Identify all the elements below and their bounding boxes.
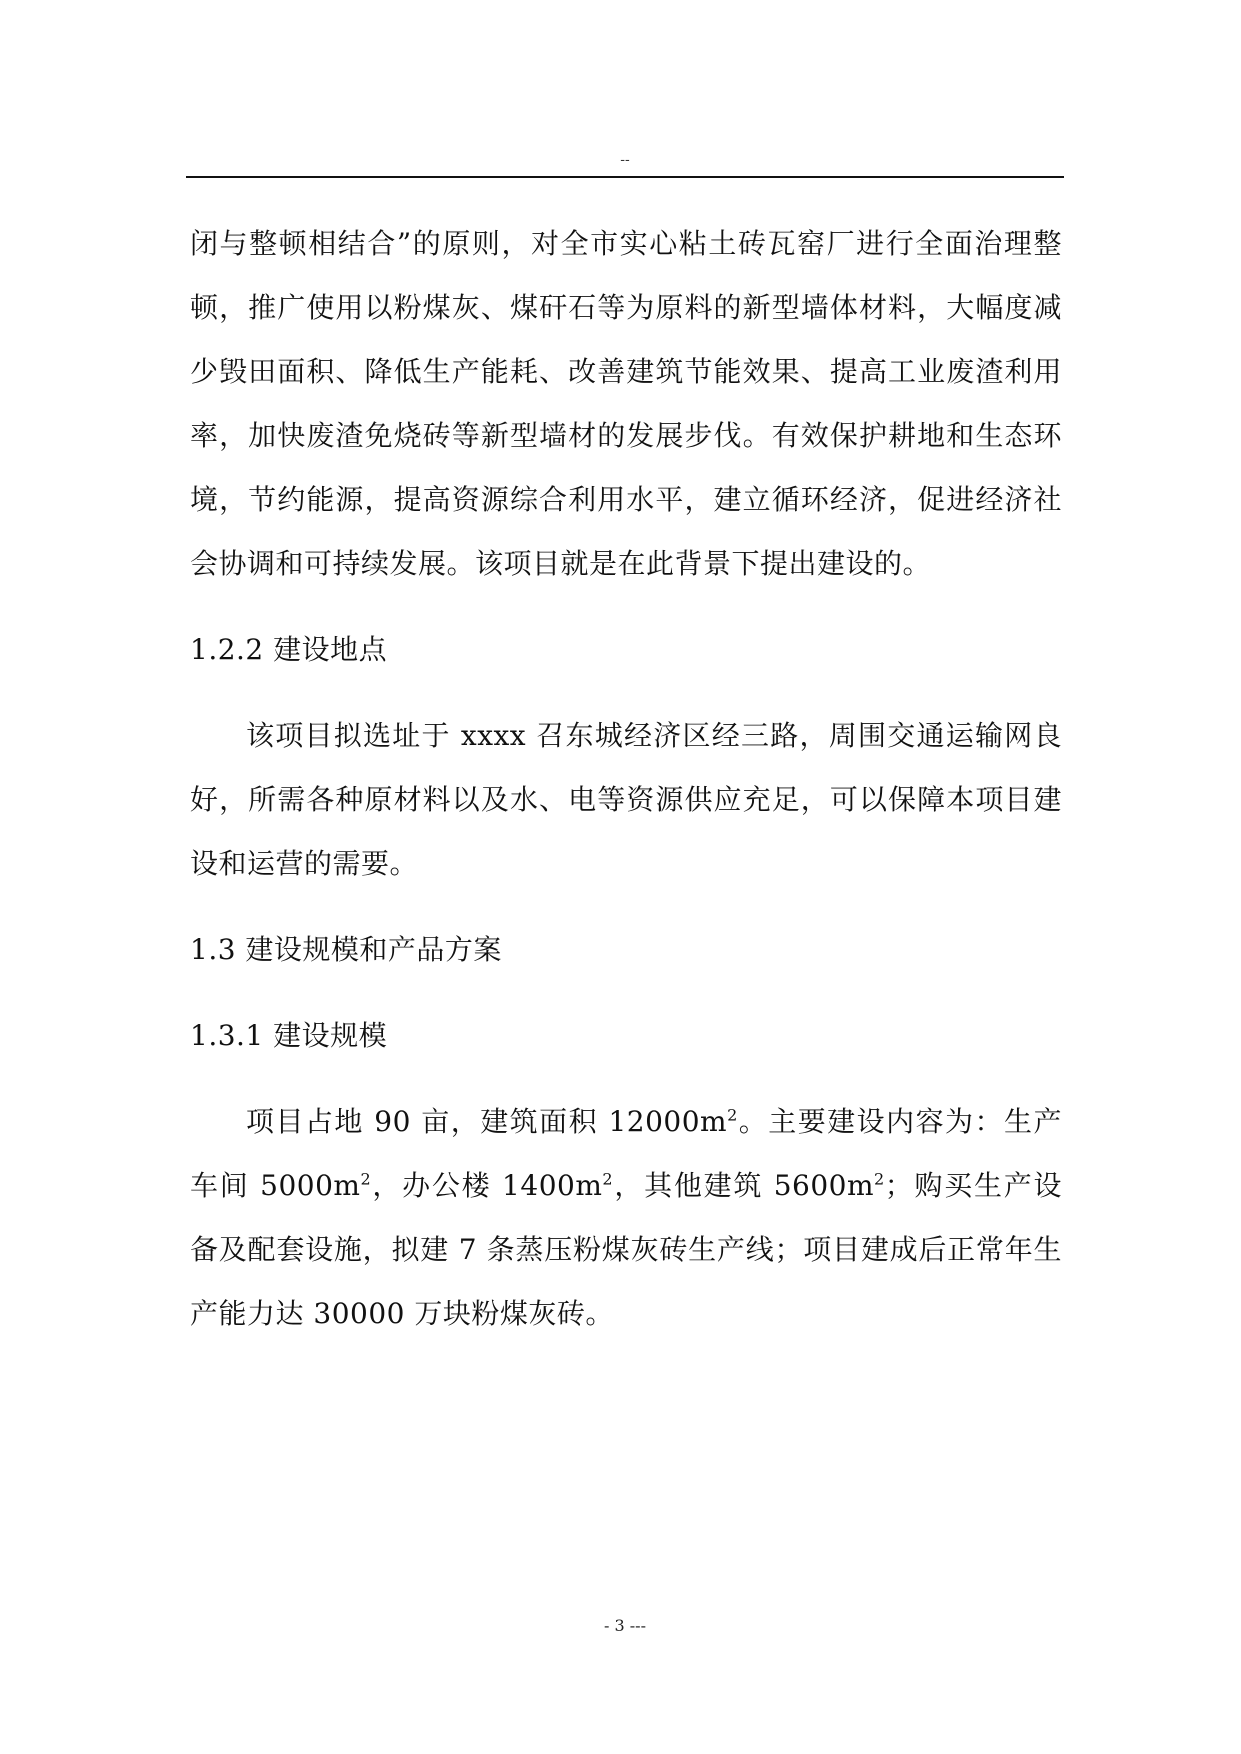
- spacer: [190, 896, 1062, 918]
- scale-text-4: ，其他建筑 5600m: [613, 1169, 875, 1202]
- scale-text-2: 。主要建设内容为：生产车间 5000m: [190, 1105, 1062, 1202]
- spacer: [190, 982, 1062, 1004]
- document-body: [190, 212, 1062, 1346]
- heading-construction-scale: 1.3.1 建设规模: [190, 1019, 388, 1052]
- scale-text-1: 项目占地 90 亩，建筑面积 12000m: [246, 1105, 728, 1138]
- header-rule: [186, 176, 1064, 178]
- spacer: [190, 596, 1062, 618]
- page-number: - 3 ---: [604, 1616, 646, 1635]
- header-mark: --: [620, 152, 630, 168]
- superscript-2: 2: [602, 1169, 614, 1189]
- superscript-2: 2: [360, 1169, 372, 1189]
- heading-construction-location: 1.2.2 建设地点: [190, 633, 388, 666]
- superscript-2: 2: [727, 1105, 738, 1125]
- superscript-2: 2: [874, 1169, 885, 1189]
- paragraph-scale: [190, 1090, 1062, 1346]
- spacer: [190, 682, 1062, 704]
- paragraph-location: 该项目拟选址于 xxxx 召东城经济区经三路，周围交通运输网良好，所需各种原材料以及水、电等资源供应充足，可以保障本项目建设和运营的需要。: [190, 719, 1062, 880]
- paragraph-intro: 闭与整顿相结合”的原则，对全市实心粘土砖瓦窑厂进行全面治理整顿，推广使用以粉煤灰、煤矸石等为原料的新型墙体材料，大幅度减少毁田面积、降低生产能耗、改善建筑节能效果、提高工业废渣利用率，加快废渣免烧砖等新型墙材的发展步伐。有效保护耕地和生态环境，节约能源，提高资源综合利用水平，建立循环经济，促进经济社会协调和可持续发展。该项目就是在此背景下提出建设的。: [190, 227, 1062, 580]
- scale-text-3: ，办公楼 1400m: [371, 1169, 603, 1202]
- scale-text-5: ；购买生产设备及配套设施，拟建 7 条蒸压粉煤灰砖生产线；项目建成后正常年生产能力达 30000 万块粉煤灰砖。: [190, 1169, 1062, 1330]
- heading-scale-and-product-plan: 1.3 建设规模和产品方案: [190, 933, 502, 966]
- spacer: [190, 1068, 1062, 1090]
